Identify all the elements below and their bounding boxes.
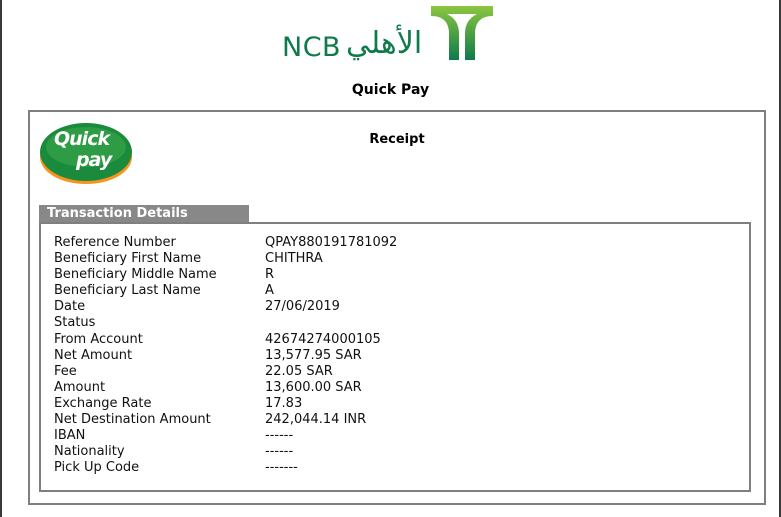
detail-label: Exchange Rate: [54, 395, 152, 411]
ncb-emblem-icon: [429, 4, 495, 62]
detail-value: ------: [265, 444, 294, 460]
detail-label: Nationality: [54, 444, 125, 460]
badge-text-pay: pay: [76, 149, 112, 171]
detail-value: 22.05 SAR: [265, 363, 333, 379]
detail-value: CHITHRA: [265, 251, 323, 267]
detail-value: QPAY880191781092: [265, 235, 398, 250]
ncb-logo: [282, 4, 497, 68]
detail-value: 13,577.95 SAR: [265, 347, 362, 363]
detail-label: Beneficiary First Name: [54, 251, 202, 267]
detail-value: 27/06/2019: [265, 299, 340, 315]
detail-label: Beneficiary Last Name: [54, 283, 201, 299]
detail-label: From Account: [54, 331, 143, 347]
detail-label: IBAN: [54, 428, 86, 444]
page-title: Quick Pay: [351, 82, 430, 98]
detail-value: R: [265, 267, 275, 283]
detail-value: ------: [265, 428, 294, 444]
logo-arabic-text: الأهلي: [346, 26, 423, 61]
detail-label: Reference Number: [54, 235, 176, 250]
detail-label: Net Destination Amount: [54, 412, 211, 428]
detail-value: 13,600.00 SAR: [265, 379, 362, 395]
detail-label: Status: [54, 315, 96, 331]
detail-label: Pick Up Code: [54, 460, 140, 476]
detail-label: Net Amount: [54, 347, 133, 363]
detail-value: 17.83: [265, 395, 303, 411]
detail-label: Date: [54, 299, 86, 315]
detail-label: Fee: [54, 363, 77, 379]
detail-label: Amount: [54, 379, 106, 395]
detail-label: Beneficiary Middle Name: [54, 267, 217, 283]
left-edge-line: [0, 0, 2, 517]
logo-latin-text: NCB: [282, 32, 342, 63]
detail-value: -------: [265, 460, 298, 476]
detail-value: 242,044.14 INR: [265, 412, 367, 428]
detail-value: 42674274000105: [265, 331, 381, 347]
receipt-title: Receipt: [369, 132, 425, 147]
detail-value: A: [265, 283, 274, 299]
badge-text-quick: Quick: [54, 128, 110, 150]
section-header: Transaction Details: [39, 205, 249, 223]
